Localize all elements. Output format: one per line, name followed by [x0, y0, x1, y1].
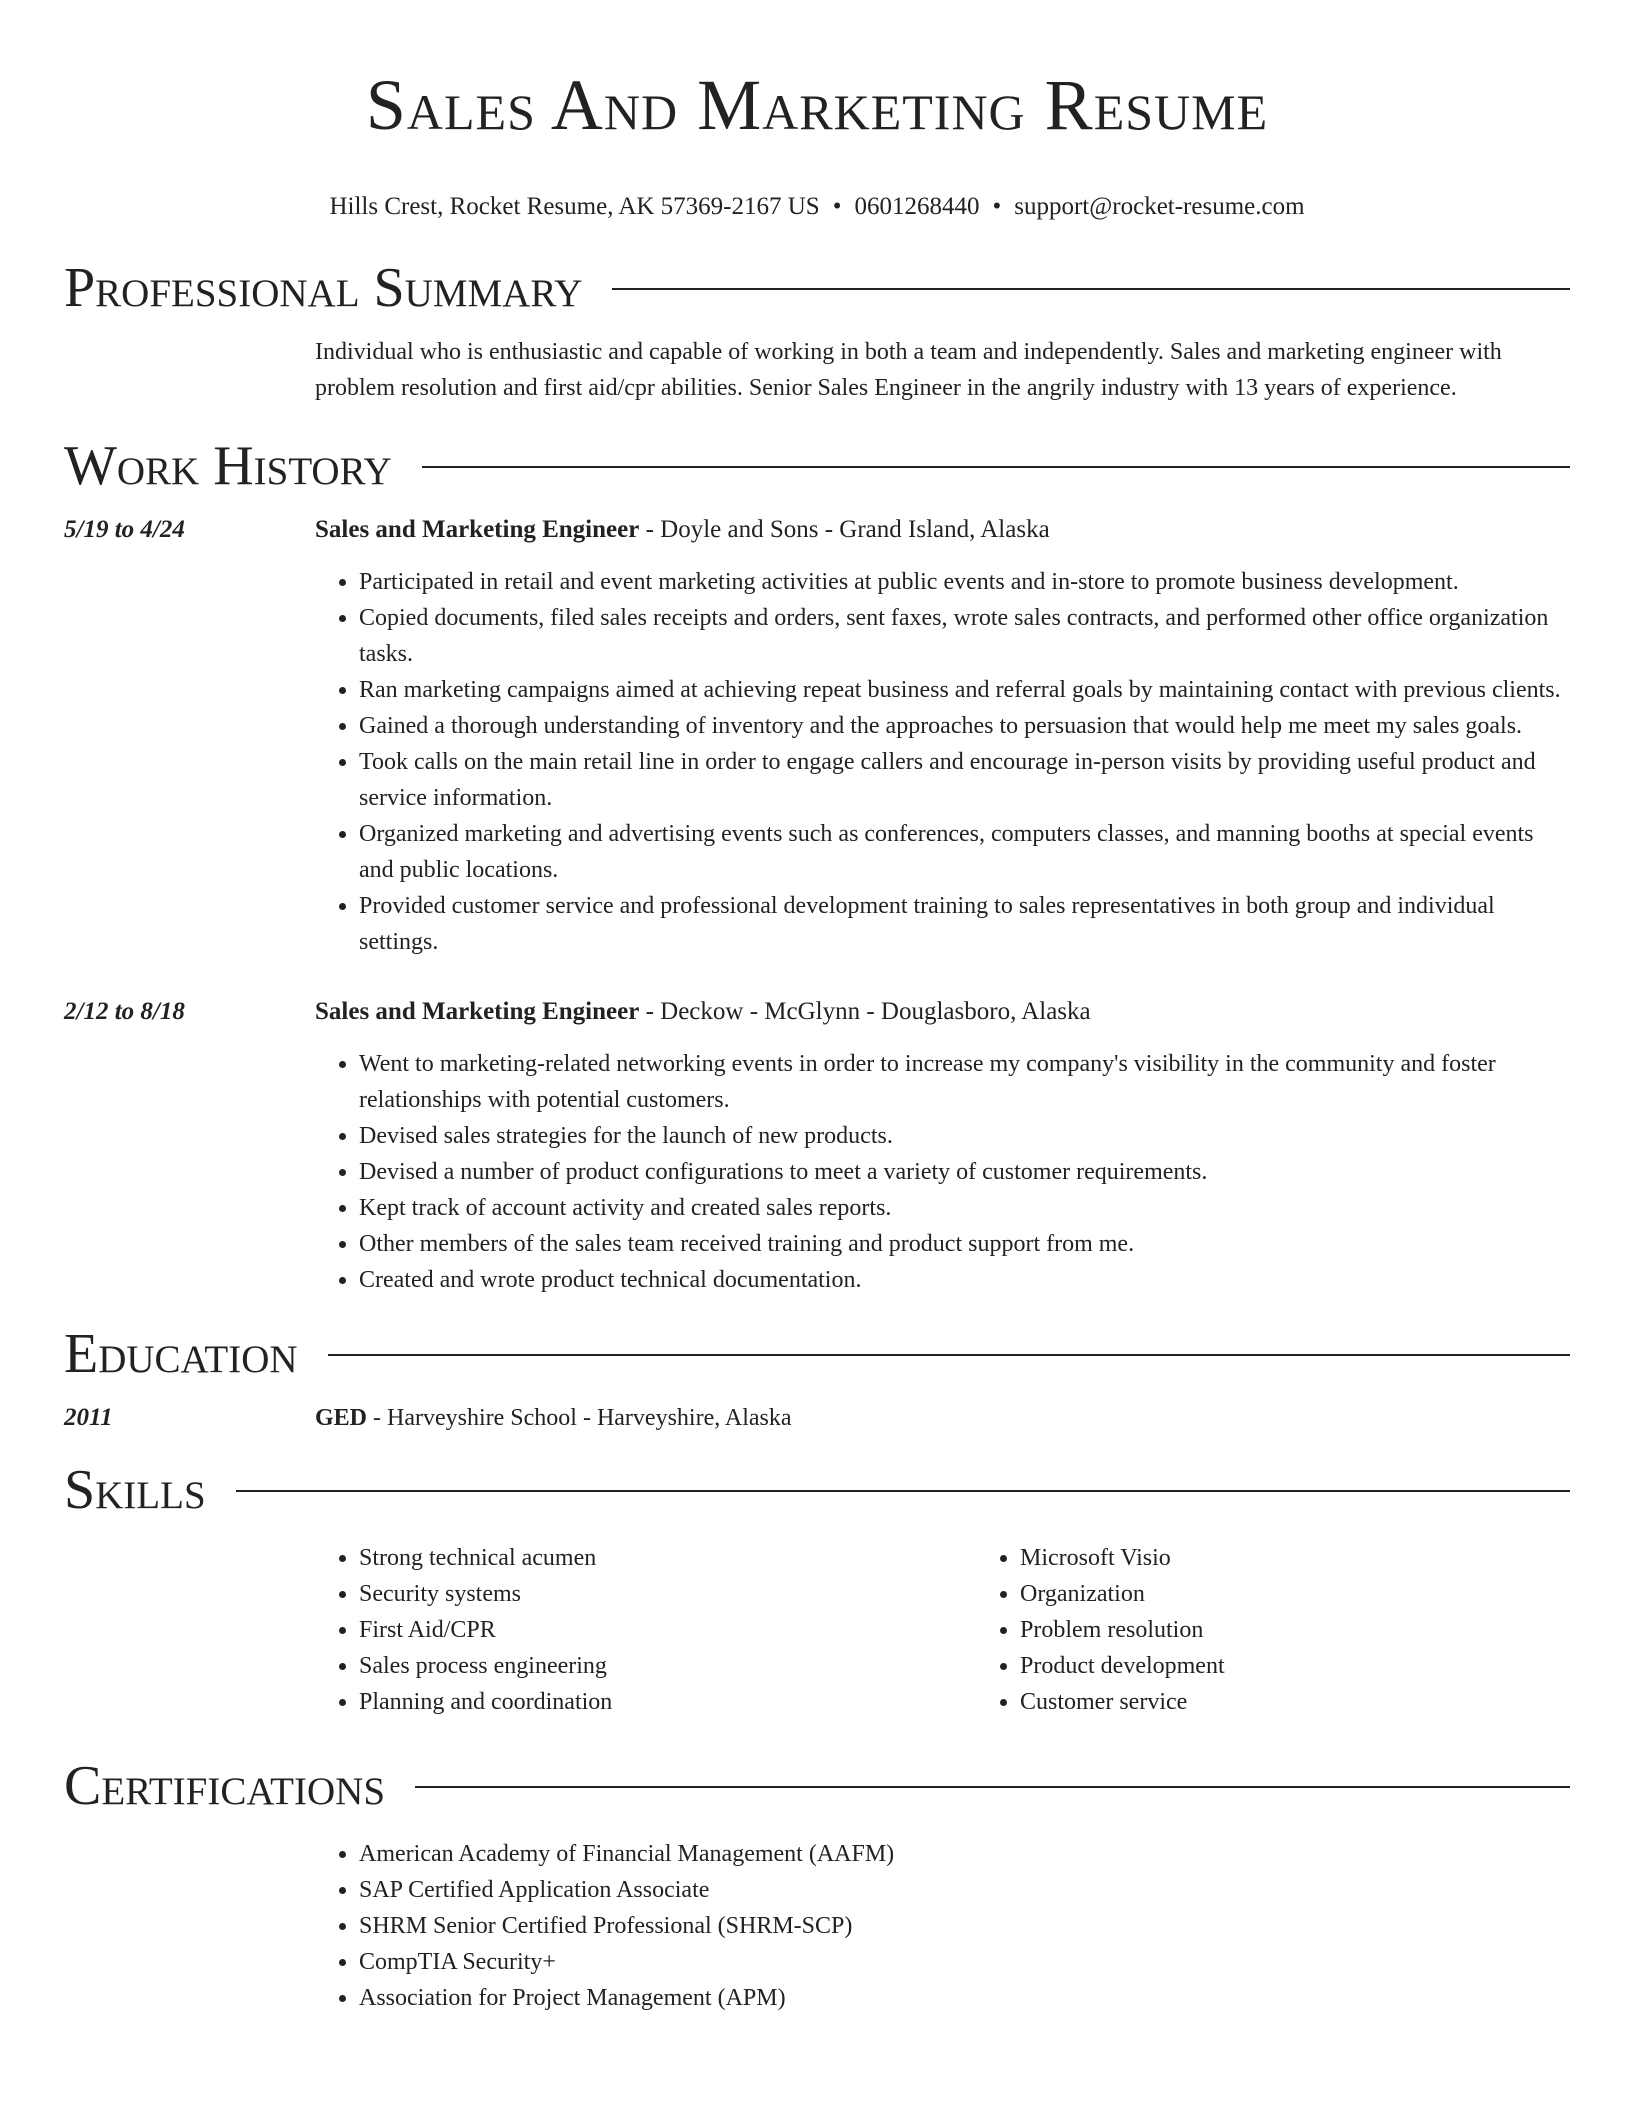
skills-list-left	[315, 1540, 976, 1720]
education-body	[315, 1400, 1570, 1436]
certifications-section-header	[64, 1754, 1570, 1818]
contact-email: support@rocket-resume.com	[1014, 193, 1305, 220]
job-bullet: • Devised sales strategies for the launch of new products.	[359, 1118, 1570, 1154]
skill-item: • Security systems	[359, 1576, 976, 1612]
certifications-row	[64, 1836, 1570, 2016]
skills-columns	[315, 1540, 1570, 1720]
skills-row	[64, 1540, 1570, 1720]
skill-item: • Sales process engineering	[359, 1648, 976, 1684]
skill-item: • Organization	[1020, 1576, 1570, 1612]
job-bullet: • Participated in retail and event marketing activities at public events and in-store to promote business development.	[359, 564, 1570, 600]
summary-heading: Professional Summary	[64, 257, 583, 319]
job-title: Sales and Marketing Engineer	[315, 998, 640, 1025]
section-divider	[328, 1354, 1570, 1356]
job-entry	[64, 512, 1570, 960]
job-employer-location: - Deckow - McGlynn - Douglasboro, Alaska	[639, 998, 1091, 1025]
skill-item: • First Aid/CPR	[359, 1612, 976, 1648]
education-entry	[64, 1400, 1570, 1436]
section-divider	[422, 466, 1570, 468]
summary-row	[64, 334, 1570, 406]
job-bullet: • Other members of the sales team received training and product support from me.	[359, 1226, 1570, 1262]
job-bullets	[315, 1046, 1570, 1298]
contact-phone: 0601268440	[854, 193, 980, 220]
certification-item: • SAP Certified Application Associate	[359, 1872, 1570, 1908]
skills-heading: Skills	[64, 1459, 206, 1521]
job-bullet: • Went to marketing-related networking events in order to increase my company's visibility in the community and foster relationships with potential customers.	[359, 1046, 1570, 1118]
job-bullet: • Devised a number of product configurations to meet a variety of customer requirements.	[359, 1154, 1570, 1190]
certification-item: • SHRM Senior Certified Professional (SHRM-SCP)	[359, 1908, 1570, 1944]
certification-item: • American Academy of Financial Management (AAFM)	[359, 1836, 1570, 1872]
certifications-body	[315, 1836, 1570, 2016]
skills-section-header	[64, 1458, 1570, 1522]
certifications-heading: Certifications	[64, 1755, 386, 1817]
skill-item: • Problem resolution	[1020, 1612, 1570, 1648]
job-bullet: • Ran marketing campaigns aimed at achieving repeat business and referral goals by maintaining contact with previous clients.	[359, 672, 1570, 708]
certification-item: • Association for Project Management (APM)	[359, 1980, 1570, 2016]
education-heading: Education	[64, 1323, 298, 1385]
skill-item: • Planning and coordination	[359, 1684, 976, 1720]
job-bullet: • Gained a thorough understanding of inventory and the approaches to persuasion that would help me meet my sales goals.	[359, 708, 1570, 744]
education-school: - Harveyshire School - Harveyshire, Alaska	[367, 1405, 792, 1431]
summary-spacer	[64, 334, 315, 406]
skill-item: • Strong technical acumen	[359, 1540, 976, 1576]
job-bullet: • Kept track of account activity and created sales reports.	[359, 1190, 1570, 1226]
job-bullet: • Provided customer service and professional development training to sales representatives in both group and individual settings.	[359, 888, 1570, 960]
job-dates: 2/12 to 8/18	[64, 998, 185, 1025]
skill-item: • Customer service	[1020, 1684, 1570, 1720]
skill-item: • Product development	[1020, 1648, 1570, 1684]
job-heading	[315, 994, 1570, 1030]
section-divider	[612, 288, 1570, 290]
contact-separator: •	[992, 193, 1002, 220]
certifications-spacer	[64, 1836, 315, 2016]
job-bullet: • Took calls on the main retail line in order to engage callers and encourage in-person visits by providing useful product and service information.	[359, 744, 1570, 816]
job-bullet: • Organized marketing and advertising events such as conferences, computers classes, and manning booths at special events and public locations.	[359, 816, 1570, 888]
job-bullet: • Copied documents, filed sales receipts and orders, sent faxes, wrote sales contracts, and performed other office organization tasks.	[359, 600, 1570, 672]
job-dates: 5/19 to 4/24	[64, 516, 185, 543]
summary-text: Individual who is enthusiastic and capable of working in both a team and independently. Sales and marketing engineer with problem resolution and first aid/cpr abilities. Senior Sales Engineer in the angrily industry with 13 years of experience.	[315, 339, 1502, 401]
certifications-list	[315, 1836, 1570, 2016]
contact-line	[64, 192, 1570, 222]
section-divider	[236, 1490, 1570, 1492]
job-body	[315, 512, 1570, 960]
job-body	[315, 994, 1570, 1298]
summary-section-header	[64, 256, 1570, 320]
job-heading	[315, 512, 1570, 548]
skill-item: • Microsoft Visio	[1020, 1540, 1570, 1576]
job-bullets	[315, 564, 1570, 960]
contact-address: Hills Crest, Rocket Resume, AK 57369-2167 US	[329, 193, 820, 220]
certification-item: • CompTIA Security+	[359, 1944, 1570, 1980]
work-section-header	[64, 434, 1570, 498]
skills-spacer	[64, 1540, 315, 1720]
education-section-header	[64, 1322, 1570, 1386]
education-degree: GED	[315, 1405, 368, 1431]
job-bullet: • Created and wrote product technical documentation.	[359, 1262, 1570, 1298]
resume-title: Sales And Marketing Resume	[365, 65, 1269, 145]
contact-separator: •	[832, 193, 842, 220]
job-employer-location: - Doyle and Sons - Grand Island, Alaska	[639, 516, 1050, 543]
job-entry	[64, 994, 1570, 1298]
job-title: Sales and Marketing Engineer	[315, 516, 640, 543]
work-heading: Work History	[64, 435, 392, 497]
section-divider	[415, 1786, 1570, 1788]
education-year: 2011	[64, 1404, 113, 1431]
skills-list-right	[976, 1540, 1570, 1720]
